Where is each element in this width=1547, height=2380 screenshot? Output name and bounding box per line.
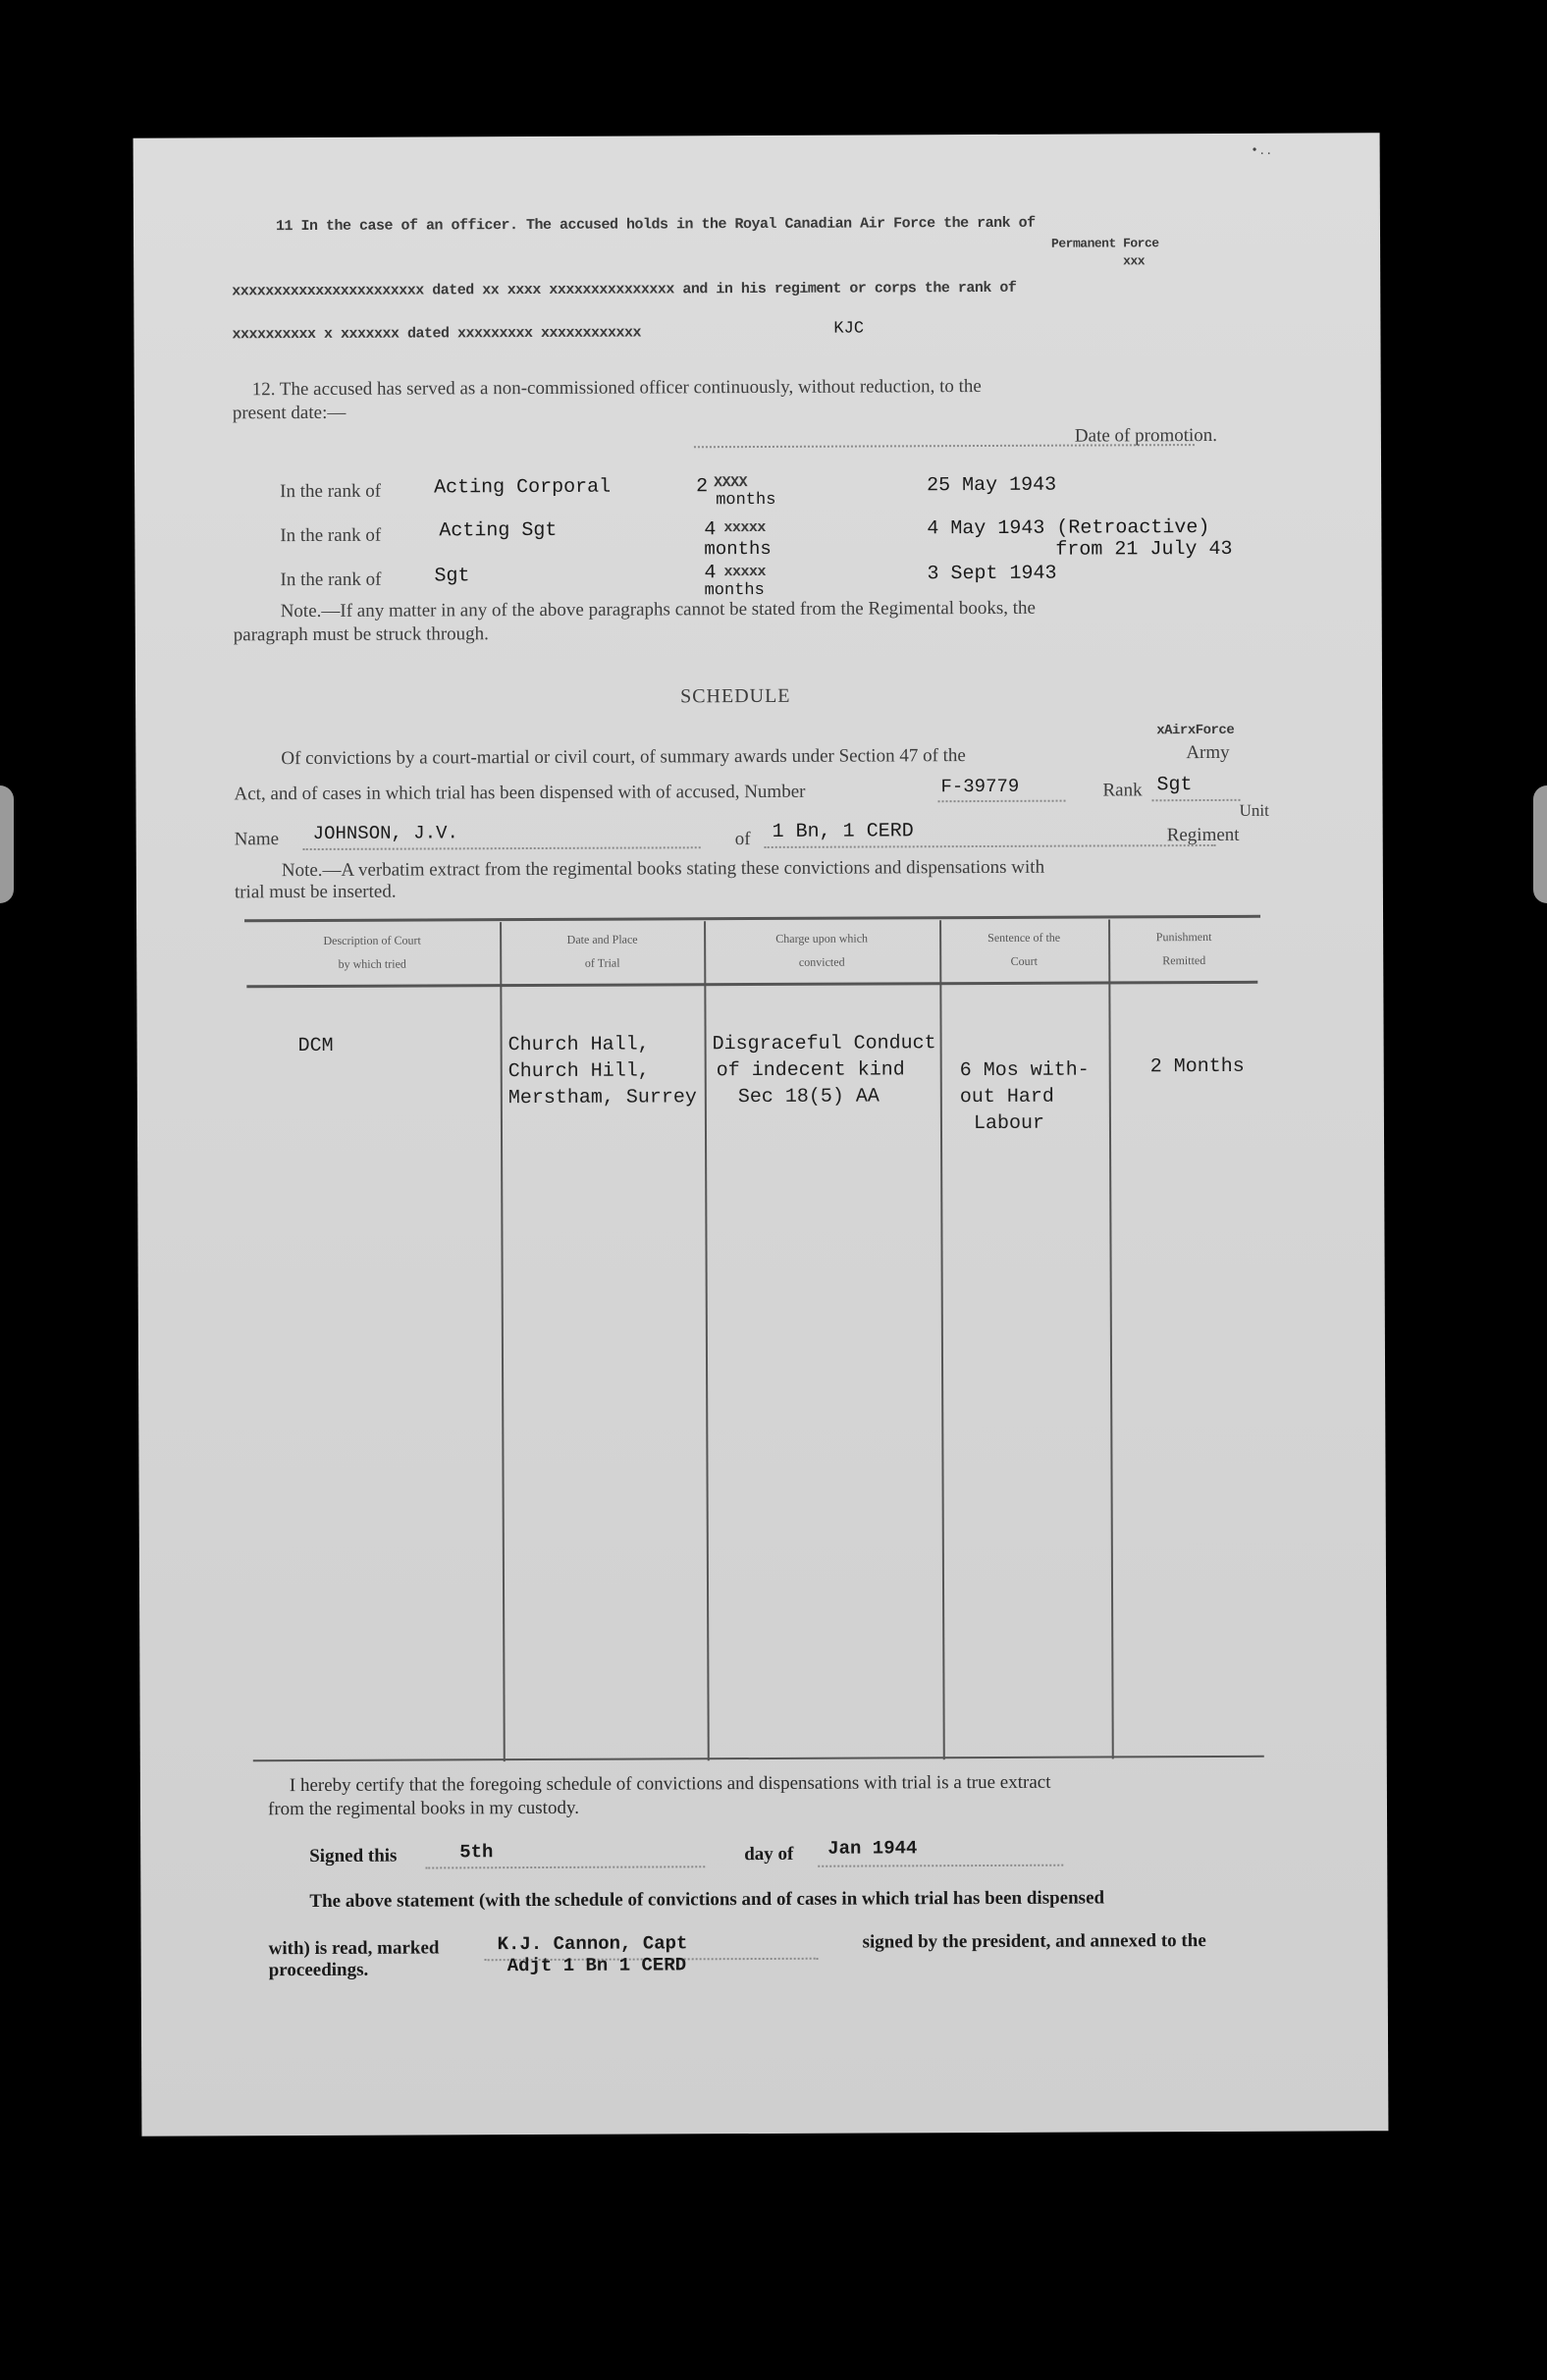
- document-page: [133, 133, 1389, 2137]
- schedule-unit: 1 Bn, 1 CERD: [772, 820, 914, 843]
- struck-line-1: 11 In the case of an officer. The accused holds in the Royal Canadian Air Force the rank of: [275, 214, 1036, 236]
- signed-month: Jan 1944: [827, 1837, 918, 1860]
- rank-3-struck: xxxxx: [723, 563, 767, 581]
- cell-court: DCM: [297, 1034, 334, 1058]
- accused-name: JOHNSON, J.V.: [312, 822, 458, 844]
- cell-charge-1: Disgraceful Conduct: [712, 1032, 936, 1056]
- para12-note-1: Note.—If any matter in any of the above paragraphs cannot be stated from the Regimental books, the: [280, 597, 1036, 622]
- service-number: F-39779: [940, 775, 1020, 798]
- struck-line-2: xxxxxxxxxxxxxxxxxxxxxxx dated xx xxxx xxxxxxxxxxxxxxx and in his regiment or corps the rank of: [232, 279, 1017, 300]
- rank-1-unit: months: [716, 490, 776, 511]
- cell-sentence-3: Labour: [973, 1111, 1045, 1136]
- col-header-sentence: Sentence of the Court: [987, 930, 1061, 968]
- table-col-divider-1: [500, 922, 506, 1761]
- schedule-struck-above: xAirxForce: [1156, 722, 1235, 739]
- para12-text-2: present date:—: [232, 402, 347, 424]
- schedule-rank: Sgt: [1156, 774, 1193, 797]
- schedule-intro-1: Of convictions by a court-martial or civil court, of summary awards under Section 47 of the: [281, 745, 966, 770]
- cell-charge-2: of indecent kind: [716, 1058, 905, 1083]
- table-header-rule: [246, 981, 1257, 988]
- of-label: of: [734, 829, 751, 850]
- rank-label-1: In the rank of: [280, 480, 382, 503]
- rank-1: Acting Corporal: [434, 475, 612, 500]
- col-header-remitted: Punishment Remitted: [1155, 929, 1212, 968]
- signed-day: 5th: [459, 1841, 494, 1864]
- cell-place-1: Church Hall,: [507, 1033, 650, 1057]
- rank-label-3: In the rank of: [280, 568, 382, 591]
- rank-3-unit: months: [704, 580, 765, 601]
- rank-label: Rank: [1102, 780, 1143, 801]
- struck-line-1-above: Permanent Force: [1051, 236, 1159, 251]
- cell-charge-3: Sec 18(5) AA: [737, 1085, 880, 1109]
- certify-text-2: from the regimental books in my custody.: [267, 1797, 580, 1820]
- marked-by-unit: Adjt 1 Bn 1 CERD: [507, 1954, 687, 1977]
- para12-note-2: paragraph must be struck through.: [233, 623, 489, 646]
- cell-place-3: Merstham, Surrey: [507, 1086, 697, 1110]
- rank-3: Sgt: [434, 565, 470, 588]
- schedule-note-2: trial must be inserted.: [234, 881, 397, 903]
- rank-1-struck: XXXX: [714, 474, 748, 492]
- signed-label: Signed this: [309, 1845, 398, 1867]
- table-col-divider-2: [704, 921, 710, 1760]
- statement-text-2a: with) is read, marked: [268, 1937, 440, 1960]
- rank-2-struck: xxxxx: [723, 518, 766, 537]
- rank-2-count: 4: [704, 518, 717, 542]
- table-col-divider-4: [1108, 919, 1114, 1758]
- regiment-label: Regiment: [1166, 824, 1240, 846]
- rank-2-date: 4 May 1943 (Retroactive): [927, 515, 1210, 541]
- cell-remitted: 2 Months: [1149, 1055, 1245, 1079]
- certify-text-1: I hereby certify that the foregoing schedule of convictions and dispensations with trial is a true extract: [289, 1771, 1051, 1797]
- struck-line-1-mark: xxx: [1123, 253, 1146, 269]
- schedule-intro-1-end: Army: [1186, 741, 1230, 764]
- cell-sentence-2: out Hard: [959, 1085, 1054, 1109]
- col-header-court: Description of Court by which tried: [323, 933, 421, 971]
- rank-2-unit: months: [704, 537, 772, 561]
- rank-2-extra: from 21 July 43: [1055, 537, 1233, 562]
- date-of-promotion-label: Date of promotion.: [1074, 424, 1218, 447]
- schedule-intro-2: Act, and of cases in which trial has been dispensed with of accused, Number: [234, 781, 806, 805]
- para12-text-1: 12. The accused has served as a non-commissioned officer continuously, without reduction, to the: [251, 376, 982, 401]
- rank-3-date: 3 Sept 1943: [927, 562, 1057, 586]
- rank-1-date: 25 May 1943: [927, 473, 1057, 498]
- schedule-title: SCHEDULE: [680, 684, 791, 708]
- left-edge-shadow: [0, 785, 14, 903]
- right-edge-shadow: [1533, 785, 1547, 903]
- schedule-note-1: Note.—A verbatim extract from the regimental books stating these convictions and dispensations with: [281, 856, 1045, 882]
- rank-1-count: 2: [696, 475, 709, 499]
- col-header-date-place: Date and Place of Trial: [566, 932, 638, 970]
- rank-3-count: 4: [704, 562, 717, 585]
- rank-2: Acting Sgt: [439, 518, 558, 543]
- cell-sentence-1: 6 Mos with-: [959, 1058, 1090, 1083]
- statement-text-1: The above statement (with the schedule of convictions and of cases in which trial has been dispensed: [309, 1887, 1105, 1913]
- corner-mark: • . .: [1252, 142, 1271, 158]
- rank-label-2: In the rank of: [280, 524, 382, 547]
- initials: KJC: [833, 319, 865, 339]
- unit-label: Unit: [1239, 800, 1269, 820]
- marked-by: K.J. Cannon, Capt: [497, 1932, 688, 1956]
- day-of-label: day of: [744, 1843, 794, 1866]
- struck-line-3: xxxxxxxxxx x xxxxxxx dated xxxxxxxxx xxxxxxxxxxxx: [232, 324, 642, 344]
- statement-text-2b: signed by the president, and annexed to the: [862, 1930, 1206, 1953]
- table-col-divider-3: [939, 920, 945, 1759]
- col-header-charge: Charge upon which convicted: [775, 931, 869, 969]
- statement-text-3: proceedings.: [268, 1959, 369, 1981]
- cell-place-2: Church Hill,: [507, 1059, 650, 1084]
- name-label: Name: [234, 829, 280, 850]
